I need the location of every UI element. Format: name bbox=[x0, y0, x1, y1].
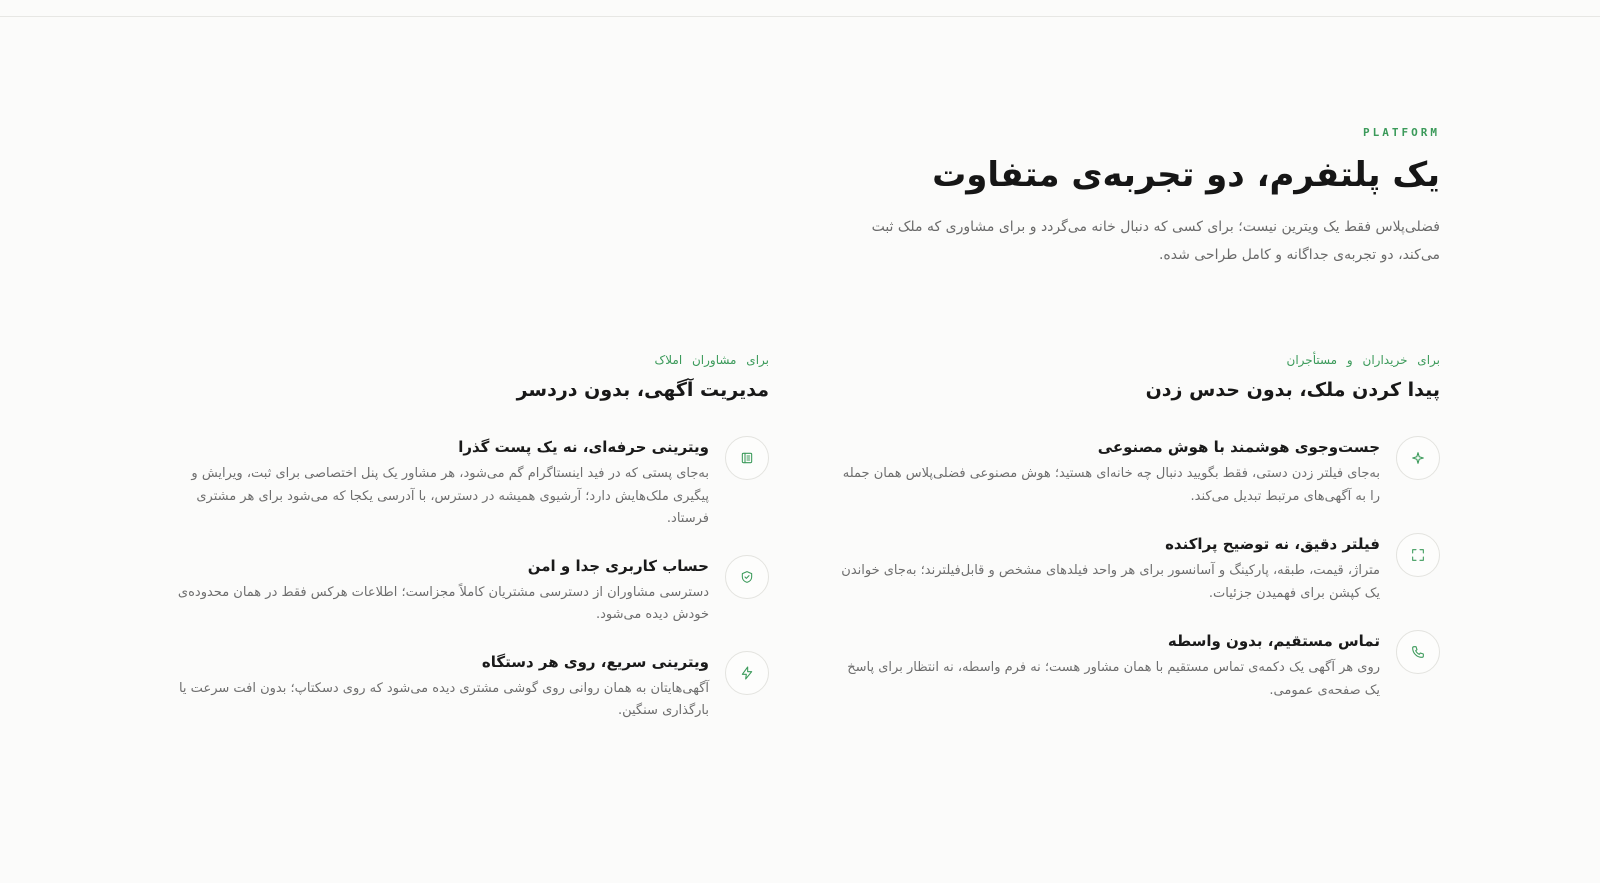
lightning-icon bbox=[725, 651, 769, 695]
feature-body bbox=[169, 555, 709, 627]
agents-eyebrow: برای مشاوران املاک bbox=[654, 353, 769, 367]
feature-title: فیلتر دقیق، نه توضیح پراکنده bbox=[1165, 535, 1380, 553]
feature-title: ویترینی سریع، روی هر دستگاه bbox=[481, 652, 709, 671]
section-eyebrow: PLATFORM bbox=[1363, 126, 1440, 139]
buyers-eyebrow: برای خریداران و مستأجران bbox=[1286, 353, 1440, 367]
page-lead: فضلی‌پلاس فقط یک ویترین نیست؛ برای کسی که دنبال خانه می‌گردد و برای مشاوری که ملک ثبت می‌کند، دو تجربه‌ی جداگانه و کامل طراحی شده. bbox=[871, 219, 1440, 263]
agents-title: مدیریت آگهی، بدون دردسر bbox=[516, 379, 769, 401]
feature-description: روی هر آگهی یک دکمه‌ی تماس مستقیم با همان مشاور هست؛ نه فرم واسطه، نه انتظار برای پاسخ یک صفحه‌ی عمومی. bbox=[847, 660, 1380, 698]
frame-icon bbox=[1396, 533, 1440, 577]
sparkle-icon bbox=[1396, 436, 1440, 480]
feature-description: متراژ، قیمت، طبقه، پارکینگ و آسانسور برای هر واحد فیلدهای مشخص و قابل‌فیلترند؛ به‌جای خواندن یک کپشن برای فهمیدن جزئیات. bbox=[841, 563, 1380, 601]
feature-secure-account bbox=[169, 555, 769, 627]
feature-title: ویترینی حرفه‌ای، نه یک پست گذرا bbox=[458, 438, 709, 456]
feature-body bbox=[840, 630, 1380, 702]
shield-icon bbox=[725, 555, 769, 599]
feature-title: جست‌وجوی هوشمند با هوش مصنوعی bbox=[1097, 438, 1380, 456]
feature-professional-showcase bbox=[169, 436, 769, 531]
buyers-title: پیدا کردن ملک، بدون حدس زدن bbox=[1145, 379, 1440, 401]
feature-body bbox=[840, 436, 1380, 508]
feature-body bbox=[169, 651, 709, 723]
feature-title: حساب کاربری جدا و امن bbox=[527, 556, 709, 575]
feature-description: به‌جای فیلتر زدن دستی، فقط بگویید دنبال چه خانه‌ای هستید؛ هوش مصنوعی فضلی‌پلاس همان جمله را به آگهی‌های مرتبط تبدیل می‌کند. bbox=[842, 466, 1380, 504]
feature-precise-filter bbox=[840, 533, 1440, 605]
feature-body bbox=[840, 533, 1380, 605]
feature-direct-contact bbox=[840, 630, 1440, 702]
phone-icon bbox=[1396, 630, 1440, 674]
top-divider bbox=[0, 16, 1600, 17]
page-title: یک پلتفرم، دو تجربه‌ی متفاوت bbox=[932, 155, 1440, 195]
agents-column bbox=[169, 352, 769, 747]
feature-description: دسترسی مشاوران از دسترسی مشتریان کاملاً مجزاست؛ اطلاعات هرکس فقط در همان محدوده‌ی خودش دیده می‌شود. bbox=[177, 584, 709, 622]
feature-description: به‌جای پستی که در فید اینستاگرام گم می‌شود، هر مشاور یک پنل اختصاصی برای ثبت، ویرایش و پیگیری ملک‌هایش دارد؛ آرشیوی همیشه در دسترس، با آدرسی یکجا که می‌شود برای هر مشتری فرستاد. bbox=[191, 466, 709, 526]
feature-description: آگهی‌هایتان به همان روانی روی گوشی مشتری دیده می‌شود که روی دسکتاپ؛ بدون افت سرعت یا بارگذاری سنگین. bbox=[178, 680, 709, 718]
feature-title: تماس مستقیم، بدون واسطه bbox=[1167, 632, 1380, 650]
platform-header bbox=[820, 126, 1440, 269]
feature-fast-showcase bbox=[169, 651, 769, 723]
listing-icon bbox=[725, 436, 769, 480]
buyers-column bbox=[840, 352, 1440, 727]
feature-ai-search bbox=[840, 436, 1440, 508]
feature-body bbox=[169, 436, 709, 531]
